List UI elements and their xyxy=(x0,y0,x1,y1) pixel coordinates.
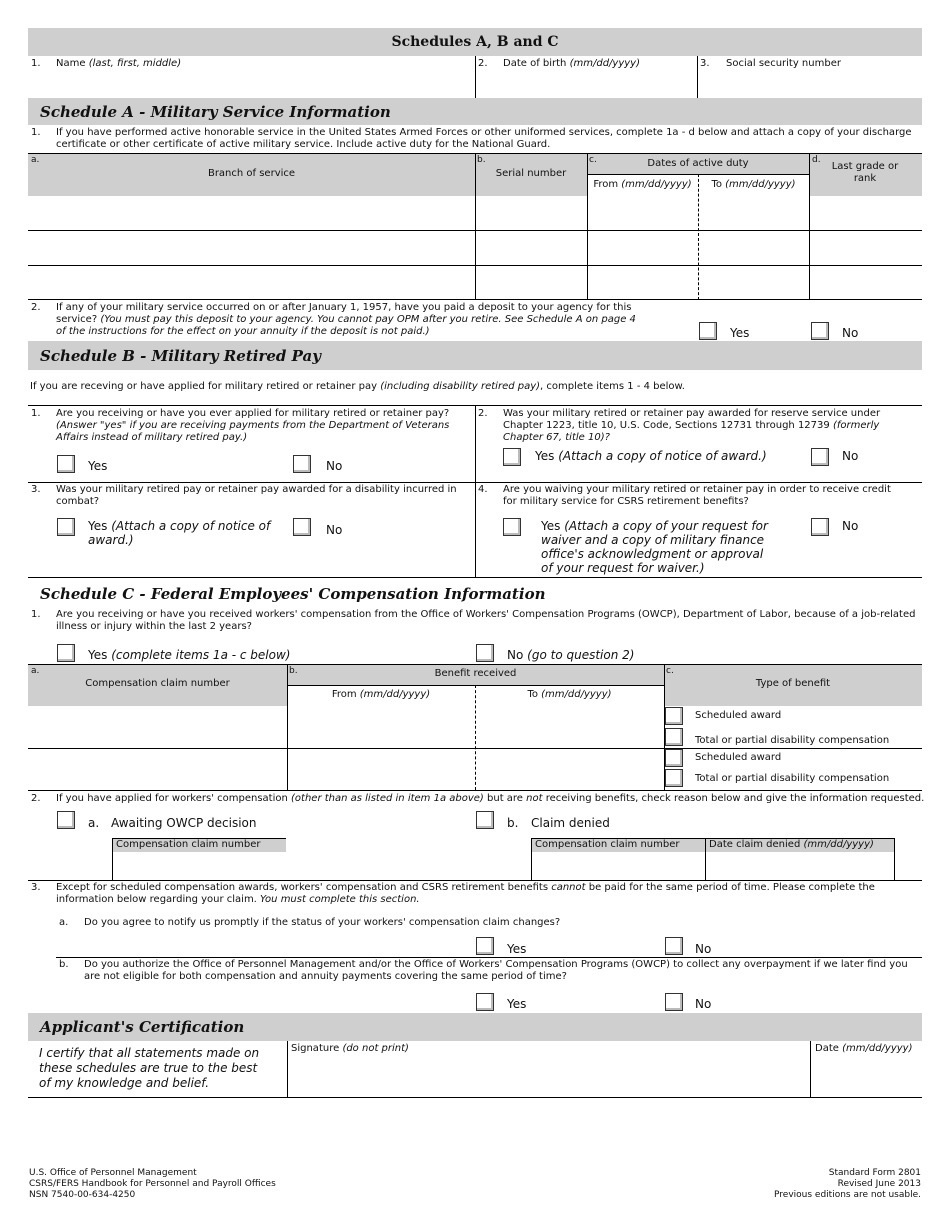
c3a-letter: a. xyxy=(59,917,69,928)
benefit-to-cell[interactable] xyxy=(476,749,664,790)
c2b-date-denied-field[interactable] xyxy=(706,853,894,879)
b2-no-checkbox[interactable] xyxy=(811,448,829,466)
c2b-date-denied-label xyxy=(709,839,874,851)
footer-revision: Revised June 2013 xyxy=(837,1179,921,1189)
benefit-from-header xyxy=(287,689,475,701)
yes-label: Yes xyxy=(535,449,555,463)
from-date-cell[interactable] xyxy=(588,231,698,265)
awaiting-owcp-checkbox[interactable] xyxy=(57,811,75,829)
deposit-yes-checkbox[interactable] xyxy=(699,322,717,340)
claim-denied-checkbox[interactable] xyxy=(476,811,494,829)
b4-yes-label xyxy=(541,519,771,575)
no-label: No xyxy=(842,449,859,463)
scheduled-award-label: Scheduled award xyxy=(695,752,782,763)
from-label: From xyxy=(593,179,619,190)
dob-label-hint: (mm/dd/yyyy) xyxy=(569,58,640,69)
cert-date-label xyxy=(815,1043,912,1055)
schedule-b-q4-text: Are you waiving your military retired or retainer pay in order to receive credit for military service for CSRS retirement benefits? xyxy=(503,484,891,507)
to-label: To xyxy=(711,179,722,190)
yes-label: Yes xyxy=(507,942,527,956)
yes-label: Yes xyxy=(88,519,108,533)
name-label-hint: (last, first, middle) xyxy=(88,58,182,69)
col-letter: d. xyxy=(812,155,821,165)
ssn-field[interactable] xyxy=(698,70,922,97)
grade-cell[interactable] xyxy=(810,197,922,230)
dob-label-text: Date of birth xyxy=(503,58,567,69)
schedule-c-q3-text xyxy=(56,882,916,906)
question-number: 1. xyxy=(31,127,41,138)
c1-no-hint: (go to question 2) xyxy=(527,648,635,662)
c2b-claim-label: Compensation claim number xyxy=(535,839,680,850)
certification-title: Applicant's Certification xyxy=(40,1018,245,1036)
from-label: From xyxy=(331,689,357,700)
benefit-from-cell[interactable] xyxy=(288,707,475,748)
c3a-yes-checkbox[interactable] xyxy=(476,937,494,955)
c2b-letter: b. xyxy=(507,816,519,830)
grade-cell[interactable] xyxy=(810,231,922,265)
to-date-cell[interactable] xyxy=(699,197,809,230)
schedule-b-q1-text xyxy=(56,408,468,444)
no-label: No xyxy=(507,648,524,662)
name-field[interactable] xyxy=(28,70,475,97)
c3b-yes-checkbox[interactable] xyxy=(476,993,494,1011)
benefit-received-header: Benefit received xyxy=(434,668,517,679)
branch-cell[interactable] xyxy=(28,266,475,299)
cert-date-field[interactable] xyxy=(811,1056,922,1096)
footer-handbook: CSRS/FERS Handbook for Personnel and Payroll Offices xyxy=(29,1179,276,1189)
benefit-from-cell[interactable] xyxy=(288,749,475,790)
branch-cell[interactable] xyxy=(28,231,475,265)
footer-agency: U.S. Office of Personnel Management xyxy=(29,1168,197,1178)
c3b-no-checkbox[interactable] xyxy=(665,993,683,1011)
c3b-text: Do you authorize the Office of Personnel Management and/or the Office of Workers' Compensation Programs (OWCP) to collect any overpayment if we later find you are not eligible for both compensation and annuity payments covering the same period of time? xyxy=(84,959,908,982)
c2b-claim-number-field[interactable] xyxy=(532,853,705,879)
yes-label: Yes xyxy=(541,519,561,533)
c1-yes-hint: (complete items 1a - c below) xyxy=(111,648,291,662)
signature-label xyxy=(291,1043,409,1055)
yes-label: Yes xyxy=(507,997,527,1011)
to-label: To xyxy=(527,689,538,700)
b3-yes-label xyxy=(88,519,273,547)
c3-text: Except for scheduled compensation awards, workers' compensation and CSRS retirement benefits xyxy=(56,882,552,893)
yes-label: Yes xyxy=(88,648,108,662)
date-denied-hint: (mm/dd/yyyy) xyxy=(803,839,874,850)
question-number: 2. xyxy=(478,408,488,419)
from-date-cell[interactable] xyxy=(588,266,698,299)
rule xyxy=(112,838,286,839)
disability-compensation-checkbox[interactable] xyxy=(665,728,683,746)
divider xyxy=(894,838,895,880)
schedule-a-title: Schedule A - Military Service Information xyxy=(40,103,391,121)
from-header xyxy=(587,179,698,191)
name-label-text: Name xyxy=(56,58,86,69)
disability-compensation-checkbox[interactable] xyxy=(665,769,683,787)
dob-label xyxy=(503,58,640,70)
schedule-a-q1-text: If you have performed active honorable service in the United States Armed Forces or other uniformed services, complete 1a - d below and attach a copy of your discharge certificate or other certificate of active military service. Include active duty for the National Guard. xyxy=(56,127,912,150)
benefit-to-header xyxy=(475,689,664,701)
dates-active-header: Dates of active duty xyxy=(647,158,749,169)
schedule-c-q2-text xyxy=(56,793,924,805)
serial-cell[interactable] xyxy=(476,197,587,230)
no-label: No xyxy=(695,997,712,1011)
from-date-cell[interactable] xyxy=(588,197,698,230)
no-label: No xyxy=(326,523,343,537)
b3-yes-hint: (Attach a copy of notice of award.) xyxy=(88,519,271,547)
q2-main-text: If any of your military service occurred on or after January 1, 1957, have you paid a deposit to your agency for this service? xyxy=(56,302,632,325)
c3-cannot: cannot xyxy=(551,882,586,893)
c2a-claim-number-field[interactable] xyxy=(113,853,286,879)
b4-yes-hint: (Attach a copy of your request for waiver and a copy of military finance office's acknowledgment or approval of your request for waiver.) xyxy=(541,519,768,575)
scheduled-award-checkbox[interactable] xyxy=(665,749,683,767)
rule xyxy=(28,880,922,881)
scheduled-award-label: Scheduled award xyxy=(695,710,782,721)
question-number: 1. xyxy=(31,609,41,620)
footer-left xyxy=(29,1168,276,1201)
b4-yes-checkbox[interactable] xyxy=(503,518,521,536)
schedule-b-q3-text: Was your military retired pay or retainer pay awarded for a disability incurred in combat? xyxy=(56,484,457,507)
col-letter: a. xyxy=(31,666,40,676)
to-header xyxy=(698,179,809,191)
signature-text: Signature xyxy=(291,1043,340,1054)
yes-label: Yes xyxy=(88,459,108,473)
b2-yes-hint: (Attach a copy of notice of award.) xyxy=(558,449,767,463)
b1-no-checkbox[interactable] xyxy=(293,455,311,473)
disability-compensation-label: Total or partial disability compensation xyxy=(695,735,890,746)
c2a-claim-label: Compensation claim number xyxy=(116,839,261,850)
col-letter: b. xyxy=(477,155,486,165)
cert-date-text: Date xyxy=(815,1043,839,1054)
serial-cell[interactable] xyxy=(476,231,587,265)
b2-yes-label xyxy=(535,449,767,463)
date-denied-text: Date claim denied xyxy=(709,839,801,850)
c2-text: If you have applied for workers' compensation xyxy=(56,793,292,804)
field-number: 1. xyxy=(31,58,41,69)
rule xyxy=(56,957,922,958)
c3b-letter: b. xyxy=(59,959,69,970)
schedule-b-title: Schedule B - Military Retired Pay xyxy=(40,347,321,365)
claim-number-cell[interactable] xyxy=(28,707,287,748)
c3-text-2: be paid for the same period of time. Please complete the information below regarding your claim. xyxy=(56,882,875,905)
cert-date-hint: (mm/dd/yyyy) xyxy=(842,1043,913,1054)
intro-text: If you are receving or have applied for military retired or retainer pay xyxy=(30,381,381,392)
divider xyxy=(475,405,476,577)
question-number: 3. xyxy=(31,882,41,893)
ssn-label: Social security number xyxy=(726,58,841,69)
yes-label: Yes xyxy=(730,326,750,340)
c2-not: not xyxy=(526,793,543,804)
serial-header: Serial number xyxy=(495,168,567,179)
footer-form-number: Standard Form 2801 xyxy=(828,1168,921,1178)
schedule-b-q2-text xyxy=(503,408,903,444)
grade-header: Last grade or rank xyxy=(831,161,899,184)
disability-compensation-label: Total or partial disability compensation xyxy=(695,773,890,784)
branch-cell[interactable] xyxy=(28,197,475,230)
dob-field[interactable] xyxy=(476,70,697,97)
col-letter: c. xyxy=(666,666,674,676)
c3-must: You must complete this section. xyxy=(260,894,420,905)
b2-text: Was your military retired or retainer pay awarded for reserve service under Chapter 1223, title 10, U.S. Code, Sections 12731 through 12739 xyxy=(503,408,881,431)
b2-hint: (formerly Chapter 67, title 10)? xyxy=(503,420,880,443)
form-title: Schedules A, B and C xyxy=(391,34,559,50)
b4-no-checkbox[interactable] xyxy=(811,518,829,536)
signature-hint: (do not print) xyxy=(342,1043,409,1054)
rule xyxy=(28,664,922,665)
field-number: 3. xyxy=(700,58,710,69)
schedule-b-intro xyxy=(30,381,685,393)
b3-yes-checkbox[interactable] xyxy=(57,518,75,536)
rule xyxy=(28,577,922,578)
c1-no-checkbox[interactable] xyxy=(476,644,494,662)
b1-hint: (Answer "yes" if you are receiving payments from the Department of Veterans Affairs instead of military retired pay.) xyxy=(56,420,450,443)
col-letter: b. xyxy=(289,666,298,676)
claim-denied-label: Claim denied xyxy=(531,816,610,830)
to-date-cell[interactable] xyxy=(699,231,809,265)
serial-cell[interactable] xyxy=(476,266,587,299)
q2-hint-text: (You must pay this deposit to your agency. You cannot pay OPM after you retire. See Schedule A on page 4 of the instructions for the effect on your annuity if the deposit is not paid.) xyxy=(56,314,636,337)
question-number: 2. xyxy=(31,793,41,804)
claim-number-header: Compensation claim number xyxy=(85,678,230,689)
certification-statement: I certify that all statements made on these schedules are true to the best of my knowledge and belief. xyxy=(39,1046,260,1090)
type-of-benefit-header: Type of benefit xyxy=(755,678,831,689)
footer-nsn: NSN 7540-00-634-4250 xyxy=(29,1190,136,1200)
c2a-letter: a. xyxy=(88,816,100,830)
signature-field[interactable] xyxy=(288,1056,810,1096)
col-letter: a. xyxy=(31,155,40,165)
field-number: 2. xyxy=(478,58,488,69)
footer-editions: Previous editions are not usable. xyxy=(774,1190,921,1200)
from-hint: (mm/dd/yyyy) xyxy=(359,689,431,700)
question-number: 2. xyxy=(31,302,41,313)
footer-right xyxy=(774,1168,921,1201)
c2-text-2: but are xyxy=(483,793,527,804)
c2-text-3: receiving benefits, check reason below and give the information requested. xyxy=(542,793,925,804)
rule xyxy=(28,1097,922,1098)
c1-yes-label xyxy=(88,648,290,662)
schedule-a-q2-text xyxy=(56,302,646,338)
from-hint: (mm/dd/yyyy) xyxy=(621,179,692,190)
col-letter: c. xyxy=(589,155,597,165)
benefit-to-cell[interactable] xyxy=(476,707,664,748)
rule xyxy=(28,790,922,791)
intro-text-end: , complete items 1 - 4 below. xyxy=(540,381,685,392)
to-date-cell[interactable] xyxy=(699,266,809,299)
awaiting-owcp-label: Awaiting OWCP decision xyxy=(111,816,257,830)
intro-hint: (including disability retired pay) xyxy=(380,381,541,392)
b2-yes-checkbox[interactable] xyxy=(503,448,521,466)
no-label: No xyxy=(695,942,712,956)
branch-header: Branch of service xyxy=(207,168,296,179)
c2-hint: (other than as listed in item 1a above) xyxy=(291,793,484,804)
grade-cell[interactable] xyxy=(810,266,922,299)
schedule-c-title: Schedule C - Federal Employees' Compensation Information xyxy=(40,585,546,603)
c3a-no-checkbox[interactable] xyxy=(665,937,683,955)
to-hint: (mm/dd/yyyy) xyxy=(541,689,612,700)
no-label: No xyxy=(842,519,859,533)
c1-no-label xyxy=(507,648,634,662)
deposit-no-checkbox[interactable] xyxy=(811,322,829,340)
to-hint: (mm/dd/yyyy) xyxy=(725,179,796,190)
name-label xyxy=(56,58,181,70)
schedule-c-q1-text: Are you receiving or have you received workers' compensation from the Office of Workers' Compensation Programs (OWCP), Department of Labor, because of a job-related illness or injury within the last 2 years? xyxy=(56,609,916,632)
no-label: No xyxy=(326,459,343,473)
question-number: 3. xyxy=(31,484,41,495)
scheduled-award-checkbox[interactable] xyxy=(665,707,683,725)
c3a-text: Do you agree to notify us promptly if the status of your workers' compensation claim changes? xyxy=(84,917,561,928)
question-number: 4. xyxy=(478,484,488,495)
claim-number-cell[interactable] xyxy=(28,749,287,790)
b1-yes-checkbox[interactable] xyxy=(57,455,75,473)
question-number: 1. xyxy=(31,408,41,419)
c1-yes-checkbox[interactable] xyxy=(57,644,75,662)
no-label: No xyxy=(842,326,859,340)
b3-no-checkbox[interactable] xyxy=(293,518,311,536)
b1-text: Are you receiving or have you ever applied for military retired or retainer pay? xyxy=(56,408,450,419)
